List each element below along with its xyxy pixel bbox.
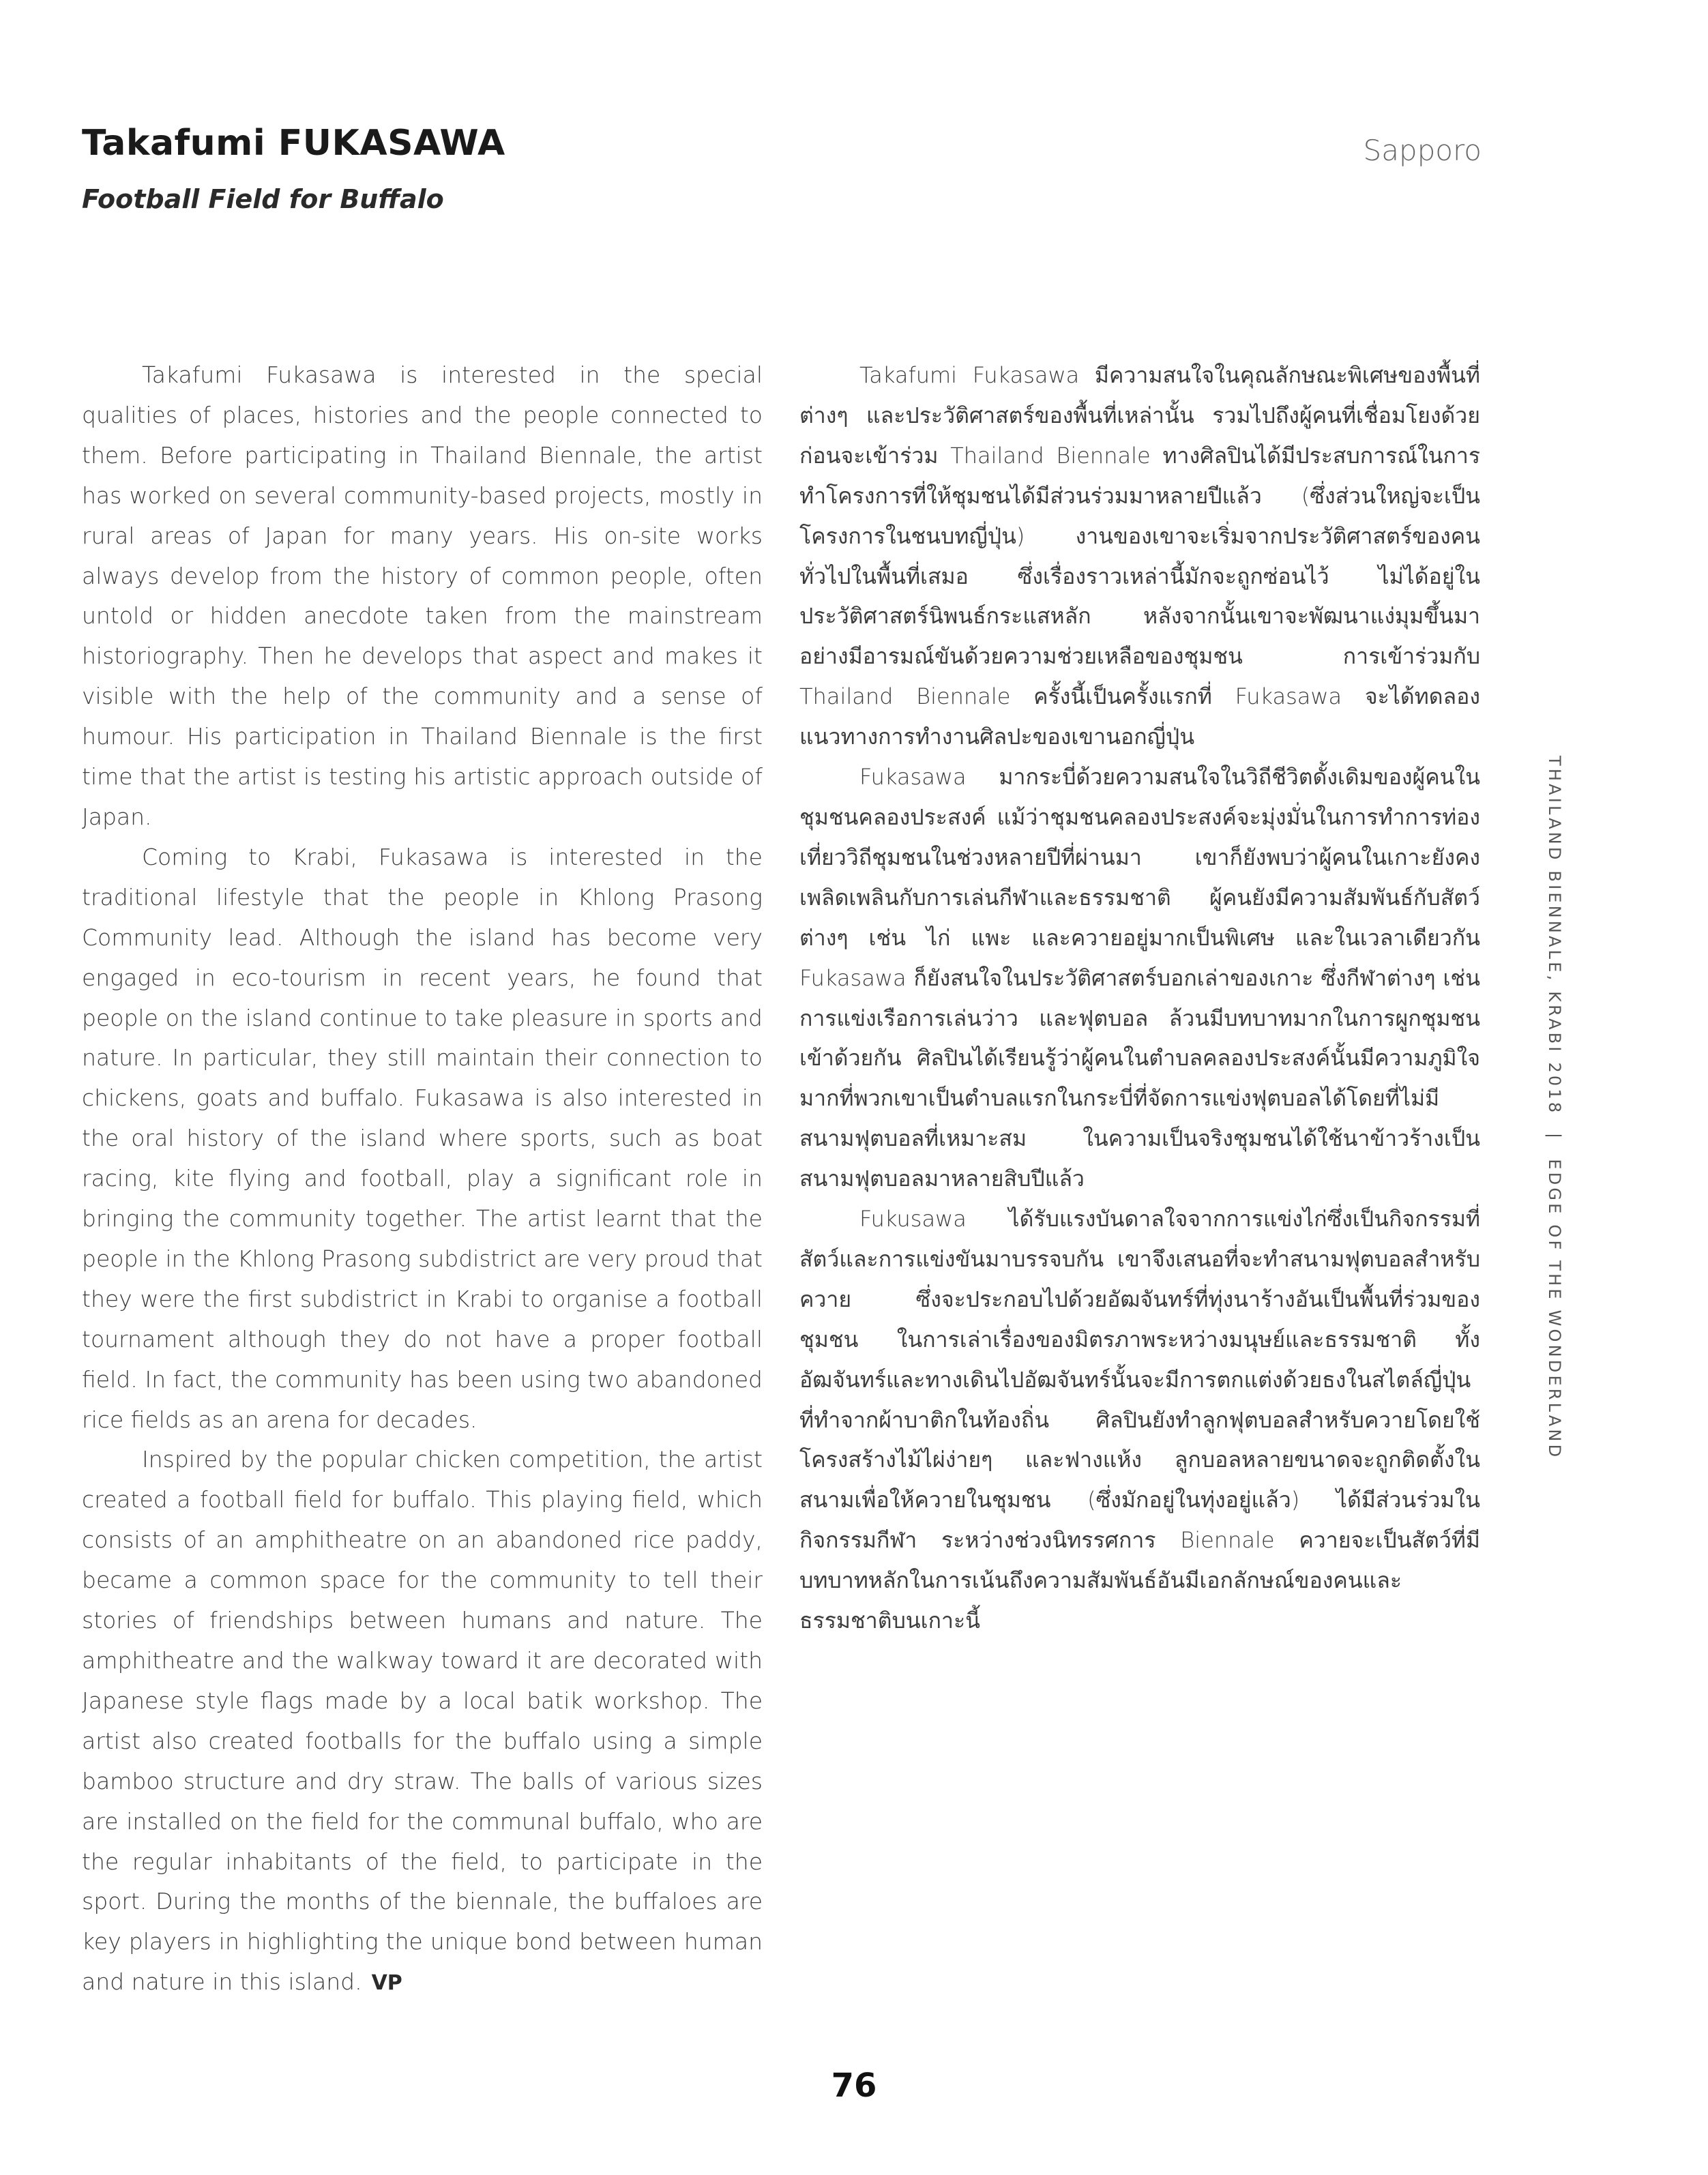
english-paragraph-3-text: Inspired by the popular chicken competition, the artist created a football field for buffalo. This playing field, which consists of an amphitheatre on an abandoned rice paddy, became a common space for the community to tell their stories of friendships between humans and nature. The amphitheatre and the walkway toward it are decorated with Japanese style flags made by a local batik workshop. The artist also created footballs for the buffalo using a simple bamboo structure and dry straw. The balls of various sizes are installed on the field for the communal buffalo, who are the regular inhabitants of the field, to participate in the sport. During the months of the biennale, the buffaloes are key players in highlighting the unique bond between human and nature in this island.	[82, 1446, 763, 1996]
english-paragraph-3	[82, 1440, 763, 2004]
thai-paragraph-3: Fukusawa ได้รับแรงบันดาลใจจากการแข่งไก่ซึ่งเป็นกิจกรรมที่สัตว์และการแข่งขันมาบรรจบกัน เขาจึงเสนอที่จะทำสนามฟุตบอลสำหรับควาย ซึ่งจะประกอบไปด้วยอัฒจันทร์ที่ทุ่งนาร้างอันเป็นพื้นที่ร่วมของชุมชน ในการเล่าเรื่องของมิตรภาพระหว่างมนุษย์และธรรมชาติ ทั้งอัฒจันทร์และทางเดินไปอัฒจันทร์นั้นจะมีการตกแต่งด้วยธงในสไตล์ญี่ปุ่นที่ทำจากผ้าบาติกในท้องถิ่น ศิลปินยังทำลูกฟุตบอลสำหรับควายโดยใช้โครงสร้างไม้ไผ่ง่ายๆ และฟางแห้ง ลูกบอลหลายขนาดจะถูกติดตั้งในสนามเพื่อให้ควายในชุมชน (ซึ่งมักอยู่ในทุ่งอยู่แล้ว) ได้มีส่วนร่วมในกิจกรรมกีฬา ระหว่างช่วงนิทรรศการ Biennale ควายจะเป็นสัตว์ที่มีบทบาทหลักในการเน้นถึงความสัมพันธ์อันมีเอกลักษณ์ของคนและธรรมชาติบนเกาะนี้	[799, 1206, 1480, 1634]
artist-name: Takafumi FUKASAWA	[82, 123, 505, 164]
work-title: Football Field for Buffalo	[82, 184, 444, 214]
running-header-separator: |	[1545, 1133, 1564, 1142]
english-paragraph-1: Takafumi Fukasawa is interested in the special qualities of places, histories and the people connected to them. Before participating in Thailand Biennale, the artist has worked on several community-based projects, mostly in rural areas of Japan for many years. His on-site works always develop from the history of common people, often untold or hidden anecdote taken from the mainstream historiography. Then he develops that aspect and makes it visible with the help of the community and a sense of humour. His participation in Thailand Biennale is the first time that the artist is testing his artistic approach outside of Japan.	[82, 361, 763, 830]
artist-city: Sapporo	[1363, 134, 1482, 167]
thai-paragraph-1: Takafumi Fukasawa มีความสนใจในคุณลักษณะพิเศษของพื้นที่ต่างๆ และประวัติศาสตร์ของพื้นที่เหล่านั้น รวมไปถึงผู้คนที่เชื่อมโยงด้วย ก่อนจะเข้าร่วม Thailand Biennale ทางศิลปินได้มีประสบการณ์ในการทำโครงการที่ให้ชุมชนได้มีส่วนร่วมมาหลายปีแล้ว (ซึ่งส่วนใหญ่จะเป็นโครงการในชนบทญี่ปุ่น) งานของเขาจะเริ่มจากประวัติศาสตร์ของคนทั่วไปในพื้นที่เสมอ ซึ่งเรื่องราวเหล่านี้มักจะถูกซ่อนไว้ ไม่ได้อยู่ในประวัติศาสตร์นิพนธ์กระแสหลัก หลังจากนั้นเขาจะพัฒนาแง่มุมขึ้นมาอย่างมีอารมณ์ขันด้วยความช่วยเหลือของชุมชน การเข้าร่วมกับ Thailand Biennale ครั้งนี้เป็นครั้งแรกที่ Fukasawa จะได้ทดลองแนวทางการทำงานศิลปะของเขานอกญี่ปุ่น	[799, 362, 1480, 750]
english-text-column	[82, 355, 763, 2004]
running-header-theme: EDGE OF THE WONDERLAND	[1545, 1159, 1564, 1460]
thai-paragraph-2: Fukasawa มากระบี่ด้วยความสนใจในวิถีชีวิตดั้งเดิมของผู้คนในชุมชนคลองประสงค์ แม้ว่าชุมชนคลองประสงค์จะมุ่งมั่นในการทำการท่องเที่ยววิถีชุมชนในช่วงหลายปีที่ผ่านมา เขาก็ยังพบว่าผู้คนในเกาะยังคงเพลิดเพลินกับการเล่นกีฬาและธรรมชาติ ผู้คนยังมีความสัมพันธ์กับสัตว์ต่างๆ เช่น ไก่ แพะ และควายอยู่มากเป็นพิเศษ และในเวลาเดียวกัน Fukasawa ก็ยังสนใจในประวัติศาสตร์บอกเล่าของเกาะ ซึ่งกีฬาต่างๆ เช่น การแข่งเรือการเล่นว่าว และฟุตบอล ล้วนมีบทบาทมากในการผูกชุมชนเข้าด้วยกัน ศิลปินได้เรียนรู้ว่าผู้คนในตำบลคลองประสงค์นั้นมีความภูมิใจมากที่พวกเขาเป็นตำบลแรกในกระบี่ที่จัดการแข่งฟุตบอลได้โดยที่ไม่มีสนามฟุตบอลที่เหมาะสม ในความเป็นจริงชุมชนได้ใช้นาข้าวร้างเป็นสนามฟุตบอลมาหลายสิบปีแล้ว	[799, 764, 1480, 1192]
thai-text-column	[799, 355, 1480, 1641]
author-signature: VP	[371, 1971, 402, 1996]
running-header-publication: THAILAND BIENNALE, KRABI 2018	[1545, 756, 1564, 1116]
page-number: 76	[831, 2067, 877, 2105]
english-paragraph-2: Coming to Krabi, Fukasawa is interested in the traditional lifestyle that the people in Khlong Prasong Community lead. Although the island has become very engaged in eco-tourism in recent years, he found that people on the island continue to take pleasure in sports and nature. In particular, they still maintain their connection to chickens, goats and buffalo. Fukasawa is also interested in the oral history of the island where sports, such as boat racing, kite flying and football, play a significant role in bringing the community together. The artist learnt that the people in the Khlong Prasong subdistrict are very proud that they were the first subdistrict in Krabi to organise a football tournament although they do not have a proper football field. In fact, the community has been using two abandoned rice fields as an arena for decades.	[82, 843, 763, 1433]
running-header-vertical	[1545, 756, 1564, 1460]
